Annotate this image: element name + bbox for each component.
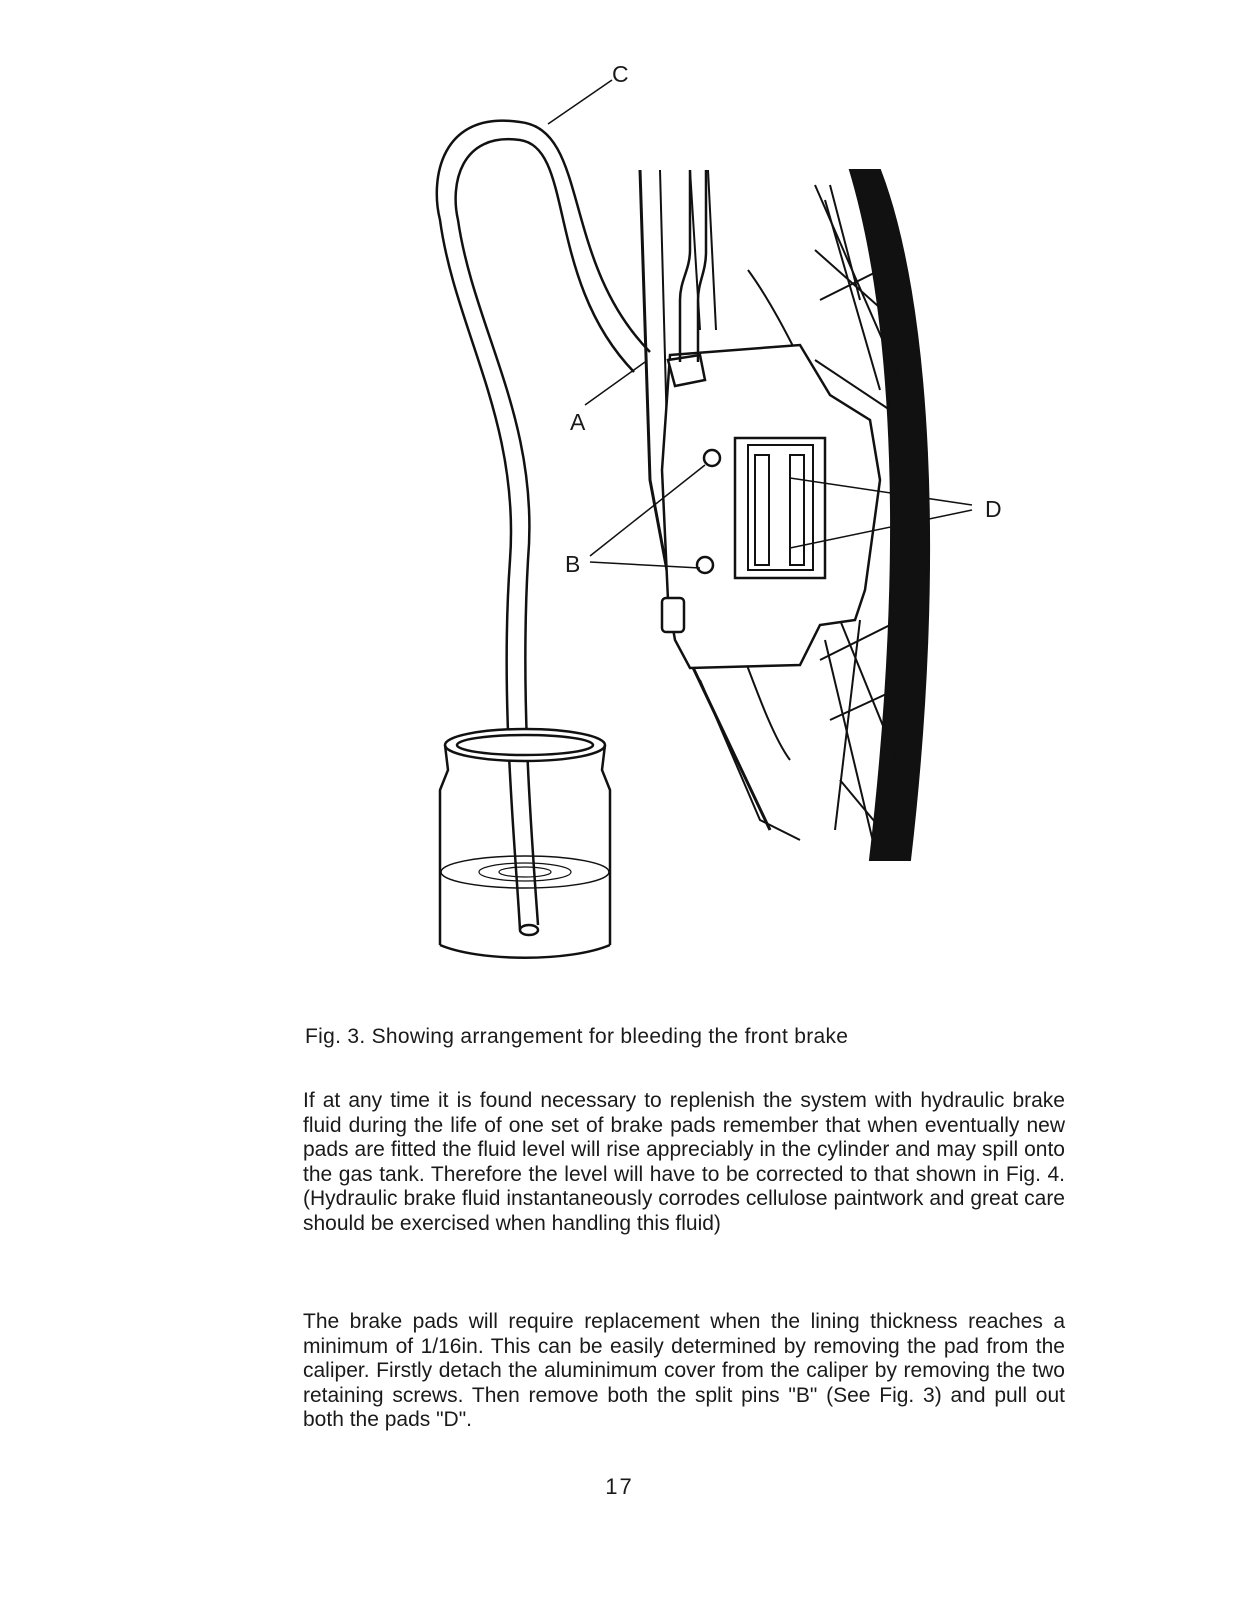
label-d: D	[985, 496, 1002, 522]
brake-caliper	[662, 345, 880, 668]
brake-pad-outer	[790, 455, 804, 565]
figure-caption: Fig. 3. Showing arrangement for bleeding the front brake	[305, 1025, 849, 1048]
label-a: A	[570, 409, 586, 435]
body-paragraph-1: If at any time it is found necessary to replenish the system with hydraulic brake fluid during the life of one set of brake pads remember that when eventually new pads are fitted the fluid level will rise appreciably in the cylinder and may spill onto the gas tank. Therefore the level will have to be corrected to that shown in Fig. 4. (Hydraulic brake fluid instantaneously corrodes cellulose paintwork and great care should be exercised when handling this fluid)	[303, 1089, 1065, 1235]
page-number: 17	[605, 1474, 634, 1499]
brake-pad-inner	[755, 455, 769, 565]
label-c: C	[612, 61, 629, 87]
split-pin-upper	[704, 450, 720, 466]
collection-jar	[440, 729, 610, 958]
label-b: B	[565, 551, 581, 577]
split-pin-lower	[697, 557, 713, 573]
body-paragraph-2: The brake pads will require replacement when the lining thickness reaches a minimum of 1/16in. This can be easily determined by removing the pad from the caliper. Firstly detach the aluminimum cover from the caliper by removing the two retaining screws. Then remove both the split pins "B" (See Fig. 3) and pull out both the pads "D".	[303, 1310, 1065, 1432]
